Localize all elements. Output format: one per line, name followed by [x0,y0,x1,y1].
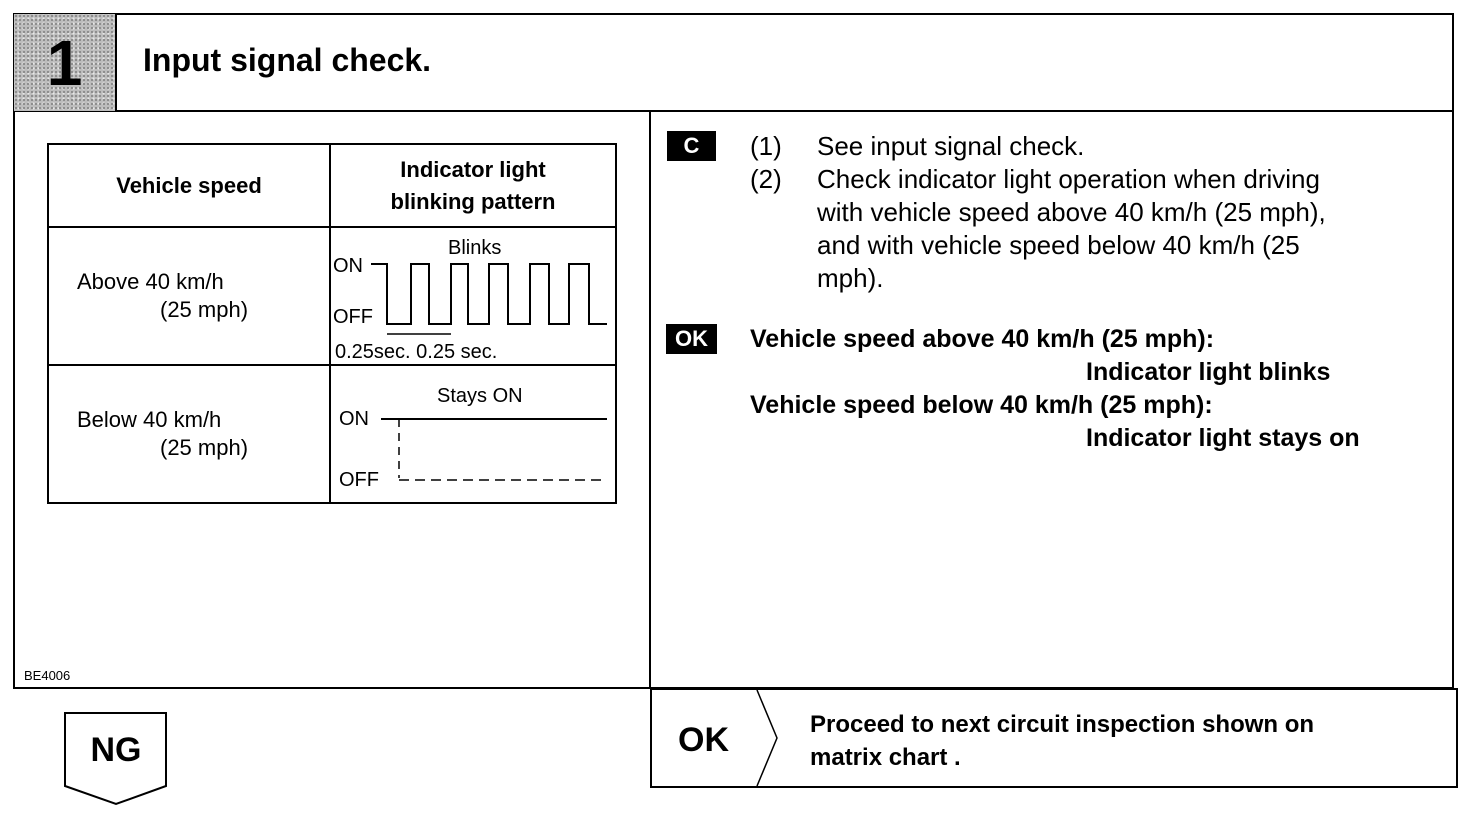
blink-on-label: ON [333,255,363,277]
header-divider [13,110,1454,112]
ok-badge [666,324,717,354]
header-indicator-line2: blinking pattern [390,188,556,214]
timing-label: 0.25sec. 0.25 sec. [335,341,498,363]
row-below-pattern [330,365,616,503]
ok-result-line2: Indicator light blinks [1086,358,1331,386]
check-item-2-line4: mph). [817,263,884,293]
stays-on-label: Stays ON [437,385,523,407]
figure-code: BE4006 [24,668,71,683]
proceed-line1: Proceed to next circuit inspection shown on [810,711,1315,738]
ok-result-line1: Vehicle speed above 40 km/h (25 mph): [750,325,1215,353]
ok-result-line4: Indicator light stays on [1086,424,1360,452]
above-speed-line2: (25 mph) [160,297,249,322]
blink-square-wave [371,264,607,324]
header-vehicle-speed [48,144,330,227]
proceed-line2: matrix chart . [810,744,961,771]
ok-footer-label: OK [678,721,729,759]
check-item-1-text: See input signal check. [817,131,1085,161]
stays-on-waveform [331,366,615,502]
blinks-label: Blinks [448,237,502,259]
header-vehicle-speed-text: Vehicle speed [116,172,262,198]
check-item-2-line1: Check indicator light operation when driving [817,164,1320,194]
column-divider [649,110,651,689]
ok-badge-text: OK [675,326,708,351]
blink-off-label: OFF [333,306,373,328]
stays-on-on-label: ON [339,408,369,430]
check-badge-text: C [683,133,700,158]
check-item-1-num: (1) [750,131,782,161]
row-below-speed [48,365,330,503]
page-title: Input signal check. [143,42,432,78]
check-item-2-line2: with vehicle speed above 40 km/h (25 mph), [817,197,1326,227]
proceed-text [810,708,1314,774]
header-indicator-line1: Indicator light [400,156,546,182]
ok-chevron [755,690,781,786]
ok-result-line3: Vehicle speed below 40 km/h (25 mph): [750,391,1213,419]
blink-waveform [331,228,615,364]
check-item-2-line3: and with vehicle speed below 40 km/h (25 [817,230,1300,260]
speed-pattern-table [47,143,617,504]
check-badge [667,131,716,161]
row-above-speed [48,227,330,365]
row-above-pattern [330,227,616,365]
stays-on-off-label: OFF [339,469,379,491]
below-speed-line2: (25 mph) [160,435,249,460]
above-speed-line1: Above 40 km/h [77,269,224,294]
header-indicator-pattern [330,144,616,227]
step-number: 1 [46,26,83,99]
below-speed-line1: Below 40 km/h [77,407,222,432]
check-item-2-num: (2) [750,164,782,194]
ng-label: NG [90,731,142,769]
step-number-box [14,14,117,111]
